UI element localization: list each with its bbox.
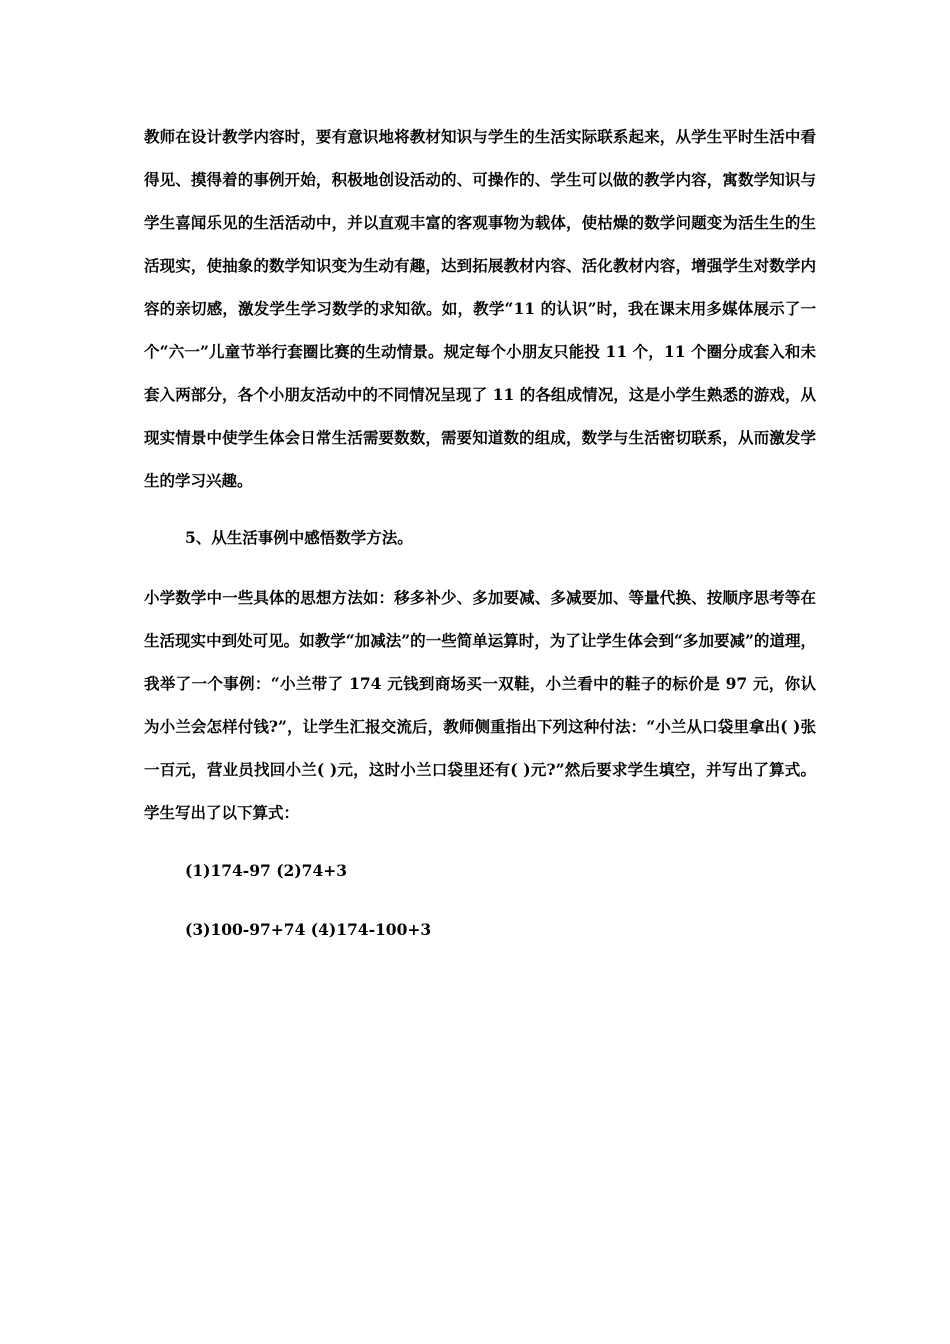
body-paragraph-2: 小学数学中一些具体的思想方法如：移多补少、多加要减、多减要加、等量代换、按顺序思考等在生活现实中到处可见。如教学“加减法”的一些简单运算时，为了让学生体会到“多加要减”的道理，我举了一个事例：“小兰带了 174 元钱到商场买一双鞋，小兰看中的鞋子的标价是 97 元，你认为小兰会怎样付钱?”，让学生汇报交流后，教师侧重指出下列这种付法：“小兰从口袋里拿出( )张一百元，营业员找回小兰( )元，这时小兰口袋里还有( )元?”然后要求学生填空，并写出了算式。学生写出了以下算式： xyxy=(144,588,816,822)
formula-line-2: (3)100-97+74 (4)174-100+3 xyxy=(185,920,432,939)
body-paragraph-1: 教师在设计教学内容时，要有意识地将教材知识与学生的生活实际联系起来，从学生平时生活中看得见、摸得着的事例开始，积极地创设活动的、可操作的、学生可以做的教学内容，寓数学知识与学生喜闻乐见的生活活动中，并以直观丰富的客观事物为载体，使枯燥的数学问题变为活生生的生活现实，使抽象的数学知识变为生动有趣，达到拓展教材内容、活化教材内容，增强学生对数学内容的亲切感，激发学生学习数学的求知欲。如，教学“11 的认识”时，我在课末用多媒体展示了一个“六一”儿童节举行套圈比赛的生动情景。规定每个小朋友只能投 11 个，11 个圈分成套入和未套入两部分，各个小朋友活动中的不同情况呈现了 11 的各组成情况，这是小学生熟悉的游戏，从现实情景中使学生体会日常生活需要数数，需要知道数的组成，数学与生活密切联系，从而激发学生的学习兴趣。 xyxy=(144,127,816,490)
formula-line-1: (1)174-97 (2)74+3 xyxy=(185,861,348,880)
section-heading: 5、从生活事例中感悟数学方法。 xyxy=(185,528,413,547)
